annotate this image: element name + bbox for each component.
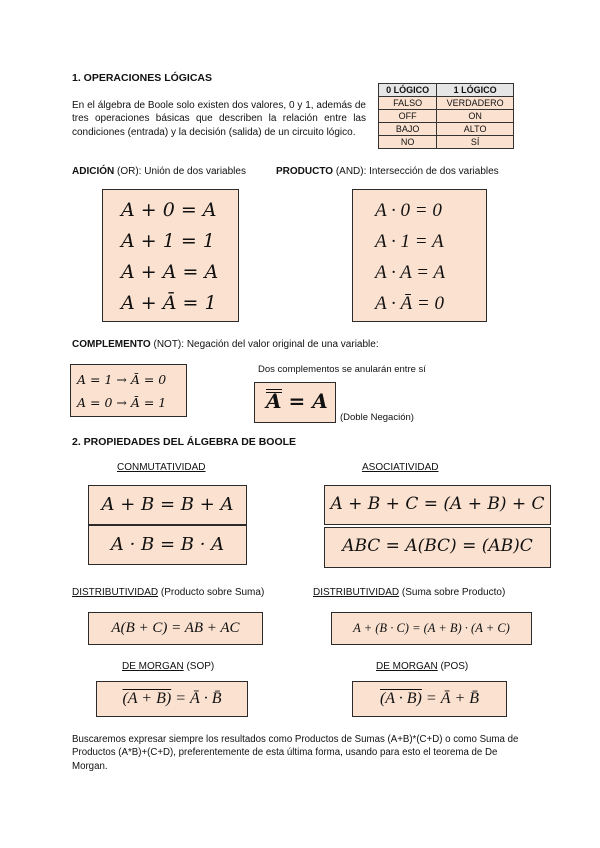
- double-negation-note: Dos complementos se anularán entre sí: [258, 364, 426, 375]
- formula: A = 0 → Ā = 1: [77, 395, 167, 410]
- morgan-sop-lhs: (A + B): [122, 690, 172, 707]
- formula: A = A: [266, 389, 328, 413]
- formula: A + (B · C) = (A + B) · (A + C): [353, 621, 510, 635]
- formula: A · 1 = A: [375, 231, 444, 252]
- closing-paragraph: Buscaremos expresar siempre los resultados como Productos de Sumas (A+B)*(C+D) o como Suma de Productos (A*B)+(C+D), preferentemente de esta última forma, usando para esto el teorema de De Morgan.: [72, 734, 519, 772]
- morgan-sop-label-main: DE MORGAN: [122, 661, 184, 672]
- dist-sum-box: [88, 612, 263, 645]
- morgan-pos-label: [376, 660, 468, 673]
- double-negation-box: [254, 382, 336, 423]
- morgan-pos-label-main: DE MORGAN: [376, 661, 438, 672]
- table-cell: VERDADERO: [437, 97, 514, 110]
- product-label-rest: (AND): Intersección de dos variables: [333, 166, 499, 177]
- asociatividad-box-sum: [324, 485, 551, 525]
- table-cell: FALSO: [379, 97, 437, 110]
- conmutatividad-box-sum: [88, 485, 247, 525]
- morgan-pos-lhs: (A · B): [379, 690, 422, 707]
- addition-formulas-box: [102, 189, 239, 322]
- double-negation-label: (Doble Negación): [340, 412, 414, 423]
- table-cell: NO: [379, 136, 437, 149]
- formula: A · 0 = 0: [375, 200, 442, 221]
- addition-label-rest: (OR): Unión de dos variables: [114, 166, 246, 177]
- formula: A · Ā = 0: [375, 293, 444, 314]
- complement-label-bold: COMPLEMENTO: [72, 339, 151, 350]
- formula: ABC = A(BC) = (AB)C: [342, 536, 533, 556]
- formula: A + Ā = 1: [121, 292, 217, 314]
- table-header: 0 LÓGICO: [379, 84, 437, 97]
- formula: A + B = B + A: [101, 494, 234, 515]
- addition-label-bold: ADICIÓN: [72, 166, 115, 177]
- complement-label-rest: (NOT): Negación del valor original de una variable:: [150, 339, 379, 350]
- formula: [97, 682, 247, 716]
- morgan-sop-box: [96, 681, 248, 717]
- overbar-inner: [266, 392, 282, 393]
- table-cell: ALTO: [437, 123, 514, 136]
- morgan-pos-label-suffix: (POS): [437, 661, 469, 672]
- formula: A(B + C) = AB + AC: [111, 620, 240, 636]
- morgan-pos-rhs: = Ā + B̄: [425, 690, 480, 707]
- conmutatividad-box-product: [88, 525, 247, 565]
- product-label-bold: PRODUCTO: [276, 166, 334, 177]
- dist-sum-label: [72, 586, 264, 599]
- formula: A + 1 = 1: [121, 230, 215, 252]
- dist-product-label: [313, 586, 505, 599]
- dist-product-label-suffix: (Suma sobre Producto): [399, 587, 506, 598]
- addition-label: [72, 165, 246, 178]
- formula: A · A = A: [375, 262, 446, 283]
- section-title-operaciones: 1. OPERACIONES LÓGICAS: [72, 72, 213, 84]
- overbar-outer: [266, 389, 282, 390]
- morgan-sop-rhs: = Ā · B̄: [175, 690, 222, 707]
- complement-label: [72, 338, 379, 351]
- dist-product-box: [331, 612, 532, 645]
- table-cell: BAJO: [379, 123, 437, 136]
- asociatividad-label: ASOCIATIVIDAD: [362, 462, 439, 473]
- formula: A + B + C = (A + B) + C: [330, 494, 545, 514]
- table-cell: OFF: [379, 110, 437, 123]
- logic-values-table: [378, 83, 514, 149]
- complement-formulas-box: [70, 364, 187, 417]
- formula: A + 0 = A: [121, 199, 217, 221]
- formula: A = 1 → Ā = 0: [77, 372, 167, 387]
- formula: A + A = A: [121, 261, 219, 283]
- table-header: 1 LÓGICO: [437, 84, 514, 97]
- conmutatividad-label: CONMUTATIVIDAD: [117, 462, 206, 473]
- morgan-sop-label: [122, 660, 214, 673]
- morgan-sop-label-suffix: (SOP): [183, 661, 215, 672]
- table-cell: ON: [437, 110, 514, 123]
- morgan-pos-box: [352, 681, 507, 717]
- intro-paragraph: En el álgebra de Boole solo existen dos valores, 0 y 1, además de tres operaciones básicas que describen la relación entre las condiciones (entrada) y la decisión (salida) de un circuito lógico.: [72, 100, 366, 138]
- dist-product-label-main: DISTRIBUTIVIDAD: [313, 587, 400, 598]
- dist-sum-label-main: DISTRIBUTIVIDAD: [72, 587, 159, 598]
- product-formulas-box: [352, 189, 487, 322]
- dist-sum-label-suffix: (Producto sobre Suma): [158, 587, 265, 598]
- section-title-propiedades: 2. PROPIEDADES DEL ÁLGEBRA DE BOOLE: [72, 436, 297, 448]
- product-label: [276, 165, 499, 178]
- formula: [353, 682, 506, 716]
- table-cell: SÍ: [437, 136, 514, 149]
- asociatividad-box-product: [324, 527, 551, 568]
- formula: A · B = B · A: [110, 534, 225, 555]
